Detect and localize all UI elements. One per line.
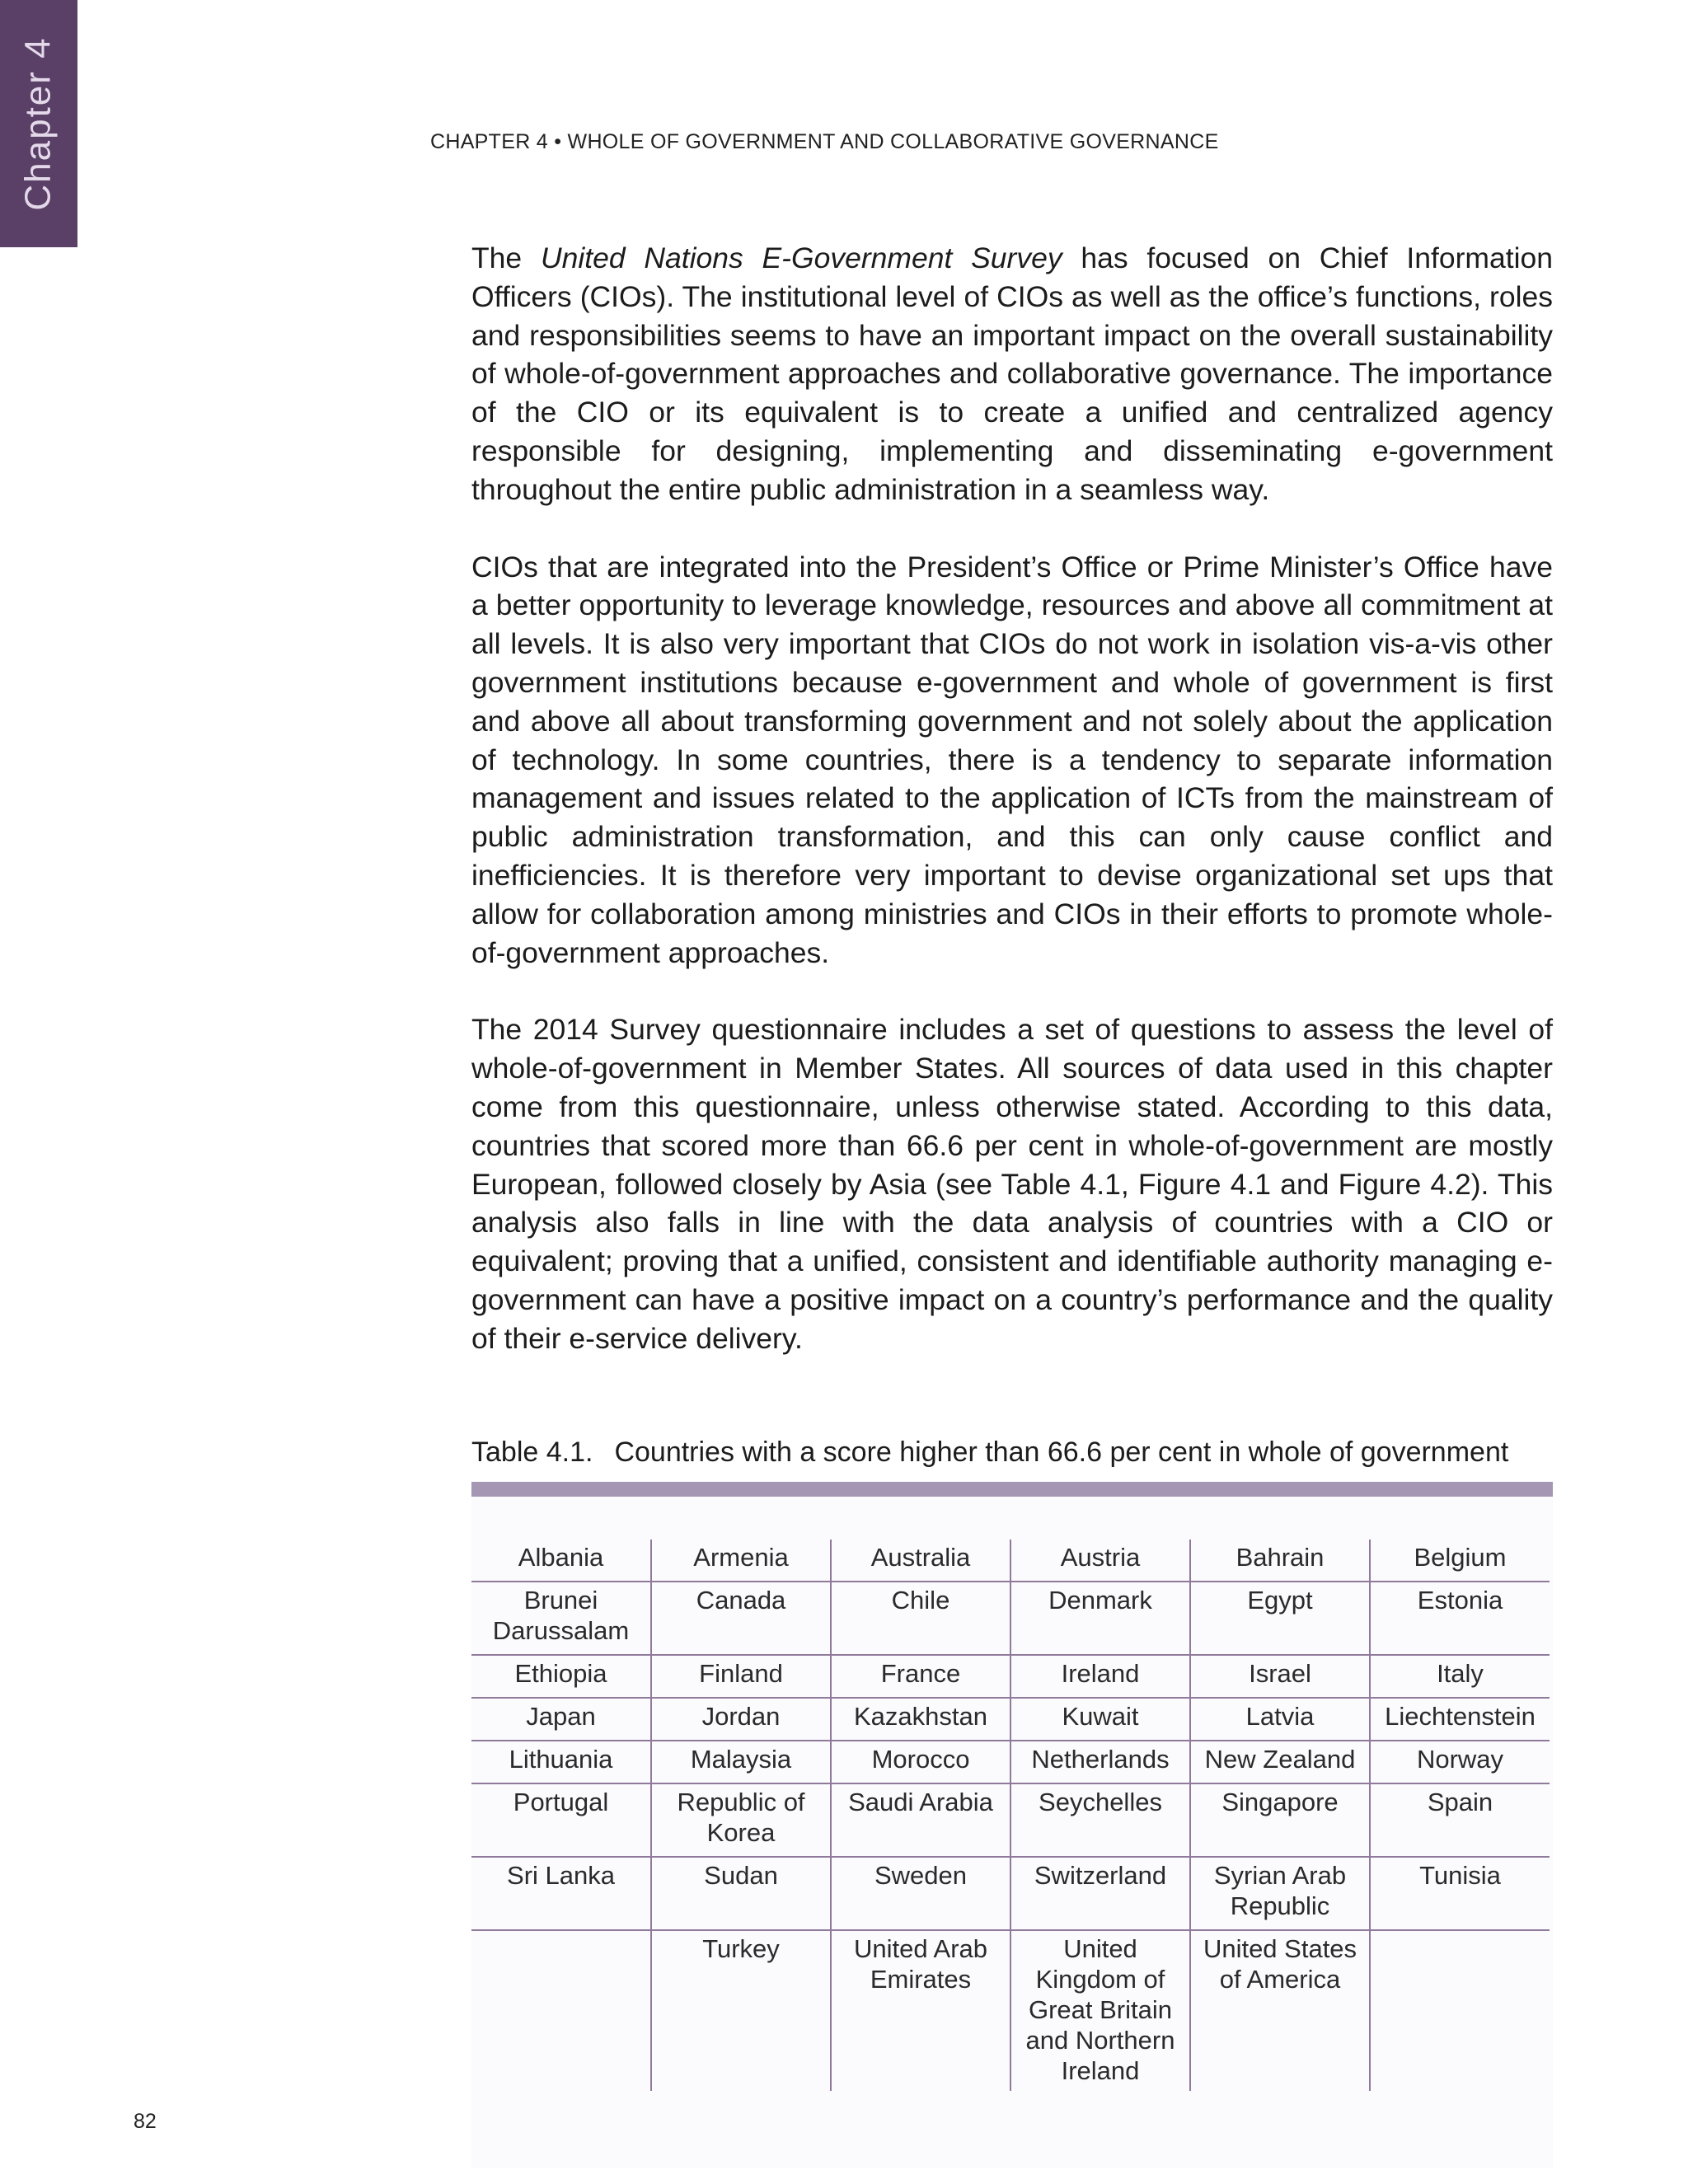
country-cell: Bahrain	[1190, 1540, 1370, 1582]
country-cell: Ireland	[1010, 1655, 1190, 1698]
country-cell: Netherlands	[1010, 1741, 1190, 1783]
table-row	[471, 1930, 1550, 2091]
country-cell: Malaysia	[651, 1741, 831, 1783]
table-row	[471, 1540, 1550, 1582]
country-cell: Saudi Arabia	[831, 1783, 1010, 1857]
countries-table-body	[471, 1540, 1550, 2091]
country-cell: Jordan	[651, 1698, 831, 1741]
page-number: 82	[134, 2110, 157, 2133]
country-cell: Belgium	[1370, 1540, 1550, 1582]
country-cell: Ethiopia	[471, 1655, 651, 1698]
country-cell: United Arab Emirates	[831, 1930, 1010, 2091]
country-cell: Austria	[1010, 1540, 1190, 1582]
country-cell: Sweden	[831, 1857, 1010, 1930]
country-cell: United Kingdom of Great Britain and Northern Ireland	[1010, 1930, 1190, 2091]
country-cell: Liechtenstein	[1370, 1698, 1550, 1741]
country-cell	[1370, 1930, 1550, 2091]
country-cell: Canada	[651, 1582, 831, 1655]
country-cell: Albania	[471, 1540, 651, 1582]
country-cell: Spain	[1370, 1783, 1550, 1857]
chapter-tab-label: Chapter 4	[18, 36, 59, 211]
paragraph-1	[471, 239, 1553, 509]
country-cell: Syrian Arab Republic	[1190, 1857, 1370, 1930]
country-cell	[471, 1930, 651, 2091]
country-cell: Sri Lanka	[471, 1857, 651, 1930]
paragraph-1-rest: has focused on Chief Information Officers (CIOs). The institutional level of CIOs as well as the office’s functions, roles and responsibilities seems to have an important impact on the overall sustainability of whole-of-government approaches and collaborative governance. The importance of the CIO or its equivalent is to create a unified and centralized agency responsible for designing, implementing and disseminating e-government throughout the entire public administration in a seamless way.	[471, 241, 1553, 506]
table-row	[471, 1655, 1550, 1698]
table-caption	[471, 1436, 1508, 1469]
country-cell: Japan	[471, 1698, 651, 1741]
country-cell: Brunei Darussalam	[471, 1582, 651, 1655]
country-cell: Morocco	[831, 1741, 1010, 1783]
country-cell: Chile	[831, 1582, 1010, 1655]
body-text	[471, 239, 1553, 1397]
country-cell: Australia	[831, 1540, 1010, 1582]
country-cell: France	[831, 1655, 1010, 1698]
country-cell: Estonia	[1370, 1582, 1550, 1655]
country-cell: Switzerland	[1010, 1857, 1190, 1930]
country-cell: United States of America	[1190, 1930, 1370, 2091]
country-cell: Egypt	[1190, 1582, 1370, 1655]
country-cell: Finland	[651, 1655, 831, 1698]
country-cell: Kuwait	[1010, 1698, 1190, 1741]
table-caption-text: Countries with a score higher than 66.6 per cent in whole of government	[614, 1436, 1509, 1468]
country-cell: Norway	[1370, 1741, 1550, 1783]
country-cell: Armenia	[651, 1540, 831, 1582]
paragraph-3: The 2014 Survey questionnaire includes a set of questions to assess the level of whole-of-government in Member States. All sources of data used in this chapter come from this questionnaire, unless otherwise stated. According to this data, countries that scored more than 66.6 per cent in whole-of-government are mostly European, followed closely by Asia (see Table 4.1, Figure 4.1 and Figure 4.2). This analysis also falls in line with the data analysis of countries with a CIO or equivalent; proving that a unified, consistent and identifiable authority managing e-government can have a positive impact on a country’s performance and the quality of their e-service delivery.	[471, 1013, 1553, 1355]
country-cell: Italy	[1370, 1655, 1550, 1698]
country-cell: Republic of Korea	[651, 1783, 831, 1857]
table-row	[471, 1582, 1550, 1655]
table-header-bar	[471, 1482, 1553, 1497]
country-cell: Israel	[1190, 1655, 1370, 1698]
table-row	[471, 1857, 1550, 1930]
country-cell: New Zealand	[1190, 1741, 1370, 1783]
country-cell: Seychelles	[1010, 1783, 1190, 1857]
table-row	[471, 1698, 1550, 1741]
country-cell: Tunisia	[1370, 1857, 1550, 1930]
country-cell: Sudan	[651, 1857, 831, 1930]
country-cell: Singapore	[1190, 1783, 1370, 1857]
paragraph-1-lead: The	[471, 241, 541, 274]
chapter-tab	[0, 0, 77, 247]
table-row	[471, 1741, 1550, 1783]
paragraph-2: CIOs that are integrated into the President’s Office or Prime Minister’s Office have a better opportunity to leverage knowledge, resources and above all commitment at all levels. It is also very important that CIOs do not work in isolation vis-a-vis other government institutions because e-government and whole of government is first and above all about transforming government and not solely about the application of technology. In some countries, there is a tendency to separate information management and issues related to the application of ICTs from the mainstream of public administration transformation, and this can only cause conflict and inefficiencies. It is therefore very important to devise organizational set ups that allow for collaboration among ministries and CIOs in their efforts to promote whole-of-government approaches.	[471, 550, 1553, 969]
countries-table	[471, 1540, 1550, 2091]
country-cell: Lithuania	[471, 1741, 651, 1783]
survey-title: United Nations E-Government Survey	[540, 241, 1062, 274]
country-cell: Latvia	[1190, 1698, 1370, 1741]
table-caption-number: Table 4.1.	[471, 1436, 593, 1468]
country-cell: Kazakhstan	[831, 1698, 1010, 1741]
table-row	[471, 1783, 1550, 1857]
country-cell: Denmark	[1010, 1582, 1190, 1655]
running-head: CHAPTER 4 • WHOLE OF GOVERNMENT AND COLLABORATIVE GOVERNANCE	[430, 130, 1219, 153]
country-cell: Turkey	[651, 1930, 831, 2091]
country-cell: Portugal	[471, 1783, 651, 1857]
